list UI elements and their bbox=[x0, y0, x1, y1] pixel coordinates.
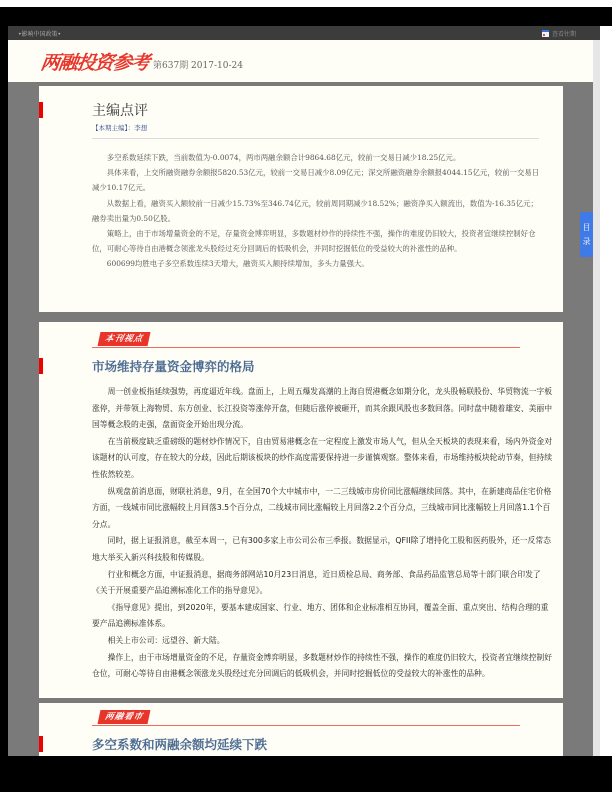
tag-underline bbox=[92, 347, 520, 348]
editor-review-section bbox=[39, 86, 563, 312]
paragraph: 从数据上看，融资买入额较前一日减少15.73%至346.74亿元，较前周同期减少18.52%；融资净买入额流出，数值为-16.35亿元；融券卖出量为0.50亿股。 bbox=[92, 198, 538, 223]
header-top-bar bbox=[8, 26, 600, 40]
paragraph: 策略上，由于市场增量资金的不足，存量资金博弈明显，多数题材炒作的持续性不强，操作的难度仍旧较大，投资者宜继续控制好仓位，可耐心等待自由港概念领涨龙头股经过充分回调后的低吸机会，并同时挖掘低位的受益较大的补涨性的品种。 bbox=[92, 229, 536, 254]
divider bbox=[92, 138, 539, 139]
paragraph: 具体来看，上交所融资融券余额报5820.53亿元，较前一交易日减少8.09亿元；深交所融资融券余额报4044.15亿元，较前一交易日减少10.17亿元。 bbox=[92, 168, 540, 193]
viewer-bottom-bar bbox=[0, 756, 612, 792]
editor-credit: 【本期主编】：李想 bbox=[92, 124, 148, 132]
viewpoint-body bbox=[92, 384, 552, 683]
paragraph: 相关上市公司：远望谷、新大陆。 bbox=[107, 635, 225, 645]
paragraph: 《指导意见》提出，到2020年，要基本建成国家、行业、地方、团体和企业标准相互协同，覆盖全面、重点突出、结构合理的重要产品追溯标准体系。 bbox=[92, 602, 549, 629]
view-past-issues-link[interactable] bbox=[542, 29, 576, 38]
article-title[interactable]: 多空系数和两融余额均延续下跌 bbox=[92, 737, 268, 752]
editor-review-body bbox=[92, 150, 542, 272]
scrollbar-track[interactable] bbox=[593, 40, 600, 756]
section-tag: 两融看市 bbox=[98, 710, 151, 724]
section-title: 主编点评 bbox=[92, 103, 148, 119]
top-margin bbox=[0, 0, 612, 7]
issue-number-date: 第637期 2017-10-24 bbox=[153, 60, 243, 71]
section-marker bbox=[39, 102, 43, 118]
paragraph: 在当前极度缺乏重磅级的题材炒作情况下，自由贸易港概念在一定程度上激发市场人气，但从全天板块的表现来看，场内外资金对该题材的认可度，存在较大的分歧，因此后期该板块的炒作高度需要保持进一步谨慎观察。整体来看，市场维持板块轮动节奏，但持续性依然较差。 bbox=[92, 436, 553, 479]
view-past-issues-label: 查看往期 bbox=[551, 30, 576, 38]
paragraph: 行业和概念方面，中证报消息，据商务部网站10月23日消息，近日质检总局、商务部、食品药品监管总局等十部门联合印发了《关于开展重要产品追溯标准化工作的指导意见》。 bbox=[92, 569, 541, 596]
section-marker bbox=[39, 358, 43, 374]
tag-underline bbox=[92, 725, 520, 726]
paragraph: 周一创业板指延续强势，再度逼近年线。盘面上，上周五爆发高潮的上海自贸港概念如期分化，龙头股畅联股份、华贸物流一字板涨停，并带领上海物贸、东方创业、长江投资等涨停开盘，但随后涨停被砸开，而其余跟风股也多数回落。同时盘中随着雄安、美丽中国等概念股的走强，盘面资金开始出现分流。 bbox=[92, 387, 553, 430]
paragraph: 操作上，由于市场增量资金的不足，存量资金博弈明显，多数题材炒作的持续性不强，操作的难度仍旧较大，投资者宜继续控制好仓位，可耐心等待自由港概念领涨龙头股经过充分回调后的低吸机会，并同时挖掘低位的受益较大的补涨性的品种。 bbox=[92, 652, 553, 679]
market-watch-section bbox=[39, 703, 563, 756]
toc-label: 目 bbox=[582, 222, 591, 232]
toc-label: 录 bbox=[582, 236, 591, 246]
viewer-top-bar bbox=[0, 7, 612, 26]
calendar-icon bbox=[542, 30, 549, 37]
masthead bbox=[8, 40, 593, 82]
paragraph: 纵观盘前消息面，财联社消息，9月，在全国70个大中城市中，一二三线城市房价同比涨幅继续回落。其中，在新建商品住宅价格方面，一线城市同比涨幅较上月回落3.5个百分点，二线城市同比涨幅较上月回落2.2个百分点，三线城市同比涨幅较上月回落1.1个百分点。 bbox=[92, 486, 552, 529]
viewer-right-edge bbox=[600, 26, 612, 792]
section-tag: 本刊视点 bbox=[98, 332, 151, 346]
table-of-contents-button[interactable] bbox=[580, 212, 593, 257]
viewpoint-section bbox=[39, 322, 563, 698]
viewer-left-edge bbox=[0, 26, 8, 792]
paragraph: 600699均胜电子多空系数连续3天增大，融资买入额持续增加，多头力量强大。 bbox=[106, 259, 369, 269]
newsletter-logo: 两融投资参考 bbox=[39, 51, 151, 74]
paragraph: 同时，据上证报消息，截至本周一，已有300多家上市公司公布三季报。数据显示，QFII除了增持化工股和医药股外，还一反常态地大举买入新兴科技股和传媒股。 bbox=[92, 536, 551, 562]
section-marker bbox=[39, 736, 43, 752]
article-title[interactable]: 市场维持存量资金博弈的格局 bbox=[92, 359, 255, 374]
paragraph: 多空系数延续下跌，当前数值为-0.0074，两市两融余额合计9864.68亿元，较前一交易日减少18.25亿元。 bbox=[106, 153, 461, 162]
header-slogan: •影响中国政策• bbox=[18, 30, 62, 38]
